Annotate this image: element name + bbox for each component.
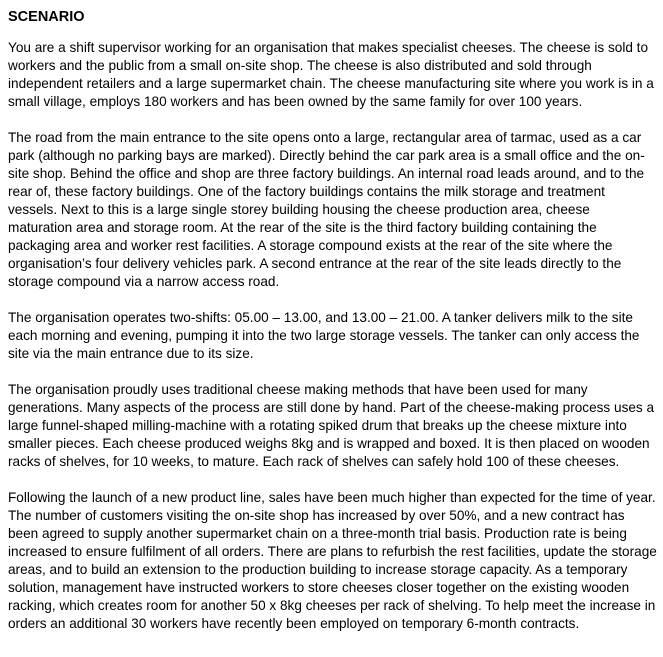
- paragraph-shifts: The organisation operates two-shifts: 05.00 – 13.00, and 13.00 – 21.00. A tanker delivers milk to the site each morning and evening, pumping it into the two large storage vessels. The tanker can only access the site via the main entrance due to its size.: [8, 310, 640, 361]
- paragraph-intro: You are a shift supervisor working for an organisation that makes specialist cheeses. The cheese is sold to workers and the public from a small on-site shop. The cheese is also distributed and sold through independent retailers and a large supermarket chain. The cheese manufacturing site where you work is in a small village, employs 180 workers and has been owned by the same family for over 100 years.: [8, 40, 654, 109]
- paragraph-site-layout: The road from the main entrance to the site opens onto a large, rectangular area of tarmac, used as a car park (although no parking bays are marked). Directly behind the car park area is a small office and the on-site shop. Behind the office and shop are three factory buildings. An internal road leads around, and to the rear of, these factory buildings. One of the factory buildings contains the milk storage and treatment vessels. Next to this is a large single storey building housing the cheese production area, cheese maturation area and storage room. At the rear of the site is the third factory building containing the packaging area and worker rest facilities. A storage compound exists at the rear of the site where the organisation’s four delivery vehicles park. A second entrance at the rear of the site leads directly to the storage compound via a narrow access road.: [8, 130, 645, 289]
- paragraph-sales-growth: Following the launch of a new product line, sales have been much higher than expected for the time of year. The number of customers visiting the on-site shop has increased by over 50%, and a new contract has been agreed to supply another supermarket chain on a three-month trial basis. Production rate is being increased to ensure fulfilment of all orders. There are plans to refurbish the rest facilities, update the storage areas, and to build an extension to the production building to increase storage capacity. As a temporary solution, management have instructed workers to store cheeses closer together on the existing wooden racking, which creates room for another 50 x 8kg cheeses per rack of shelving. To help meet the increase in orders an additional 30 workers have recently been employed on temporary 6-month contracts.: [8, 490, 657, 631]
- document-heading: SCENARIO: [8, 9, 85, 25]
- paragraph-process: The organisation proudly uses traditional cheese making methods that have been used for many generations. Many aspects of the process are still done by hand. Part of the cheese-making process uses a large funnel-shaped milling-machine with a rotating spiked drum that breaks up the cheese mixture into smaller pieces. Each cheese produced weighs 8kg and is wrapped and boxed. It is then placed on wooden racks of shelves, for 10 weeks, to mature. Each rack of shelves can safely hold 100 of these cheeses.: [8, 382, 655, 469]
